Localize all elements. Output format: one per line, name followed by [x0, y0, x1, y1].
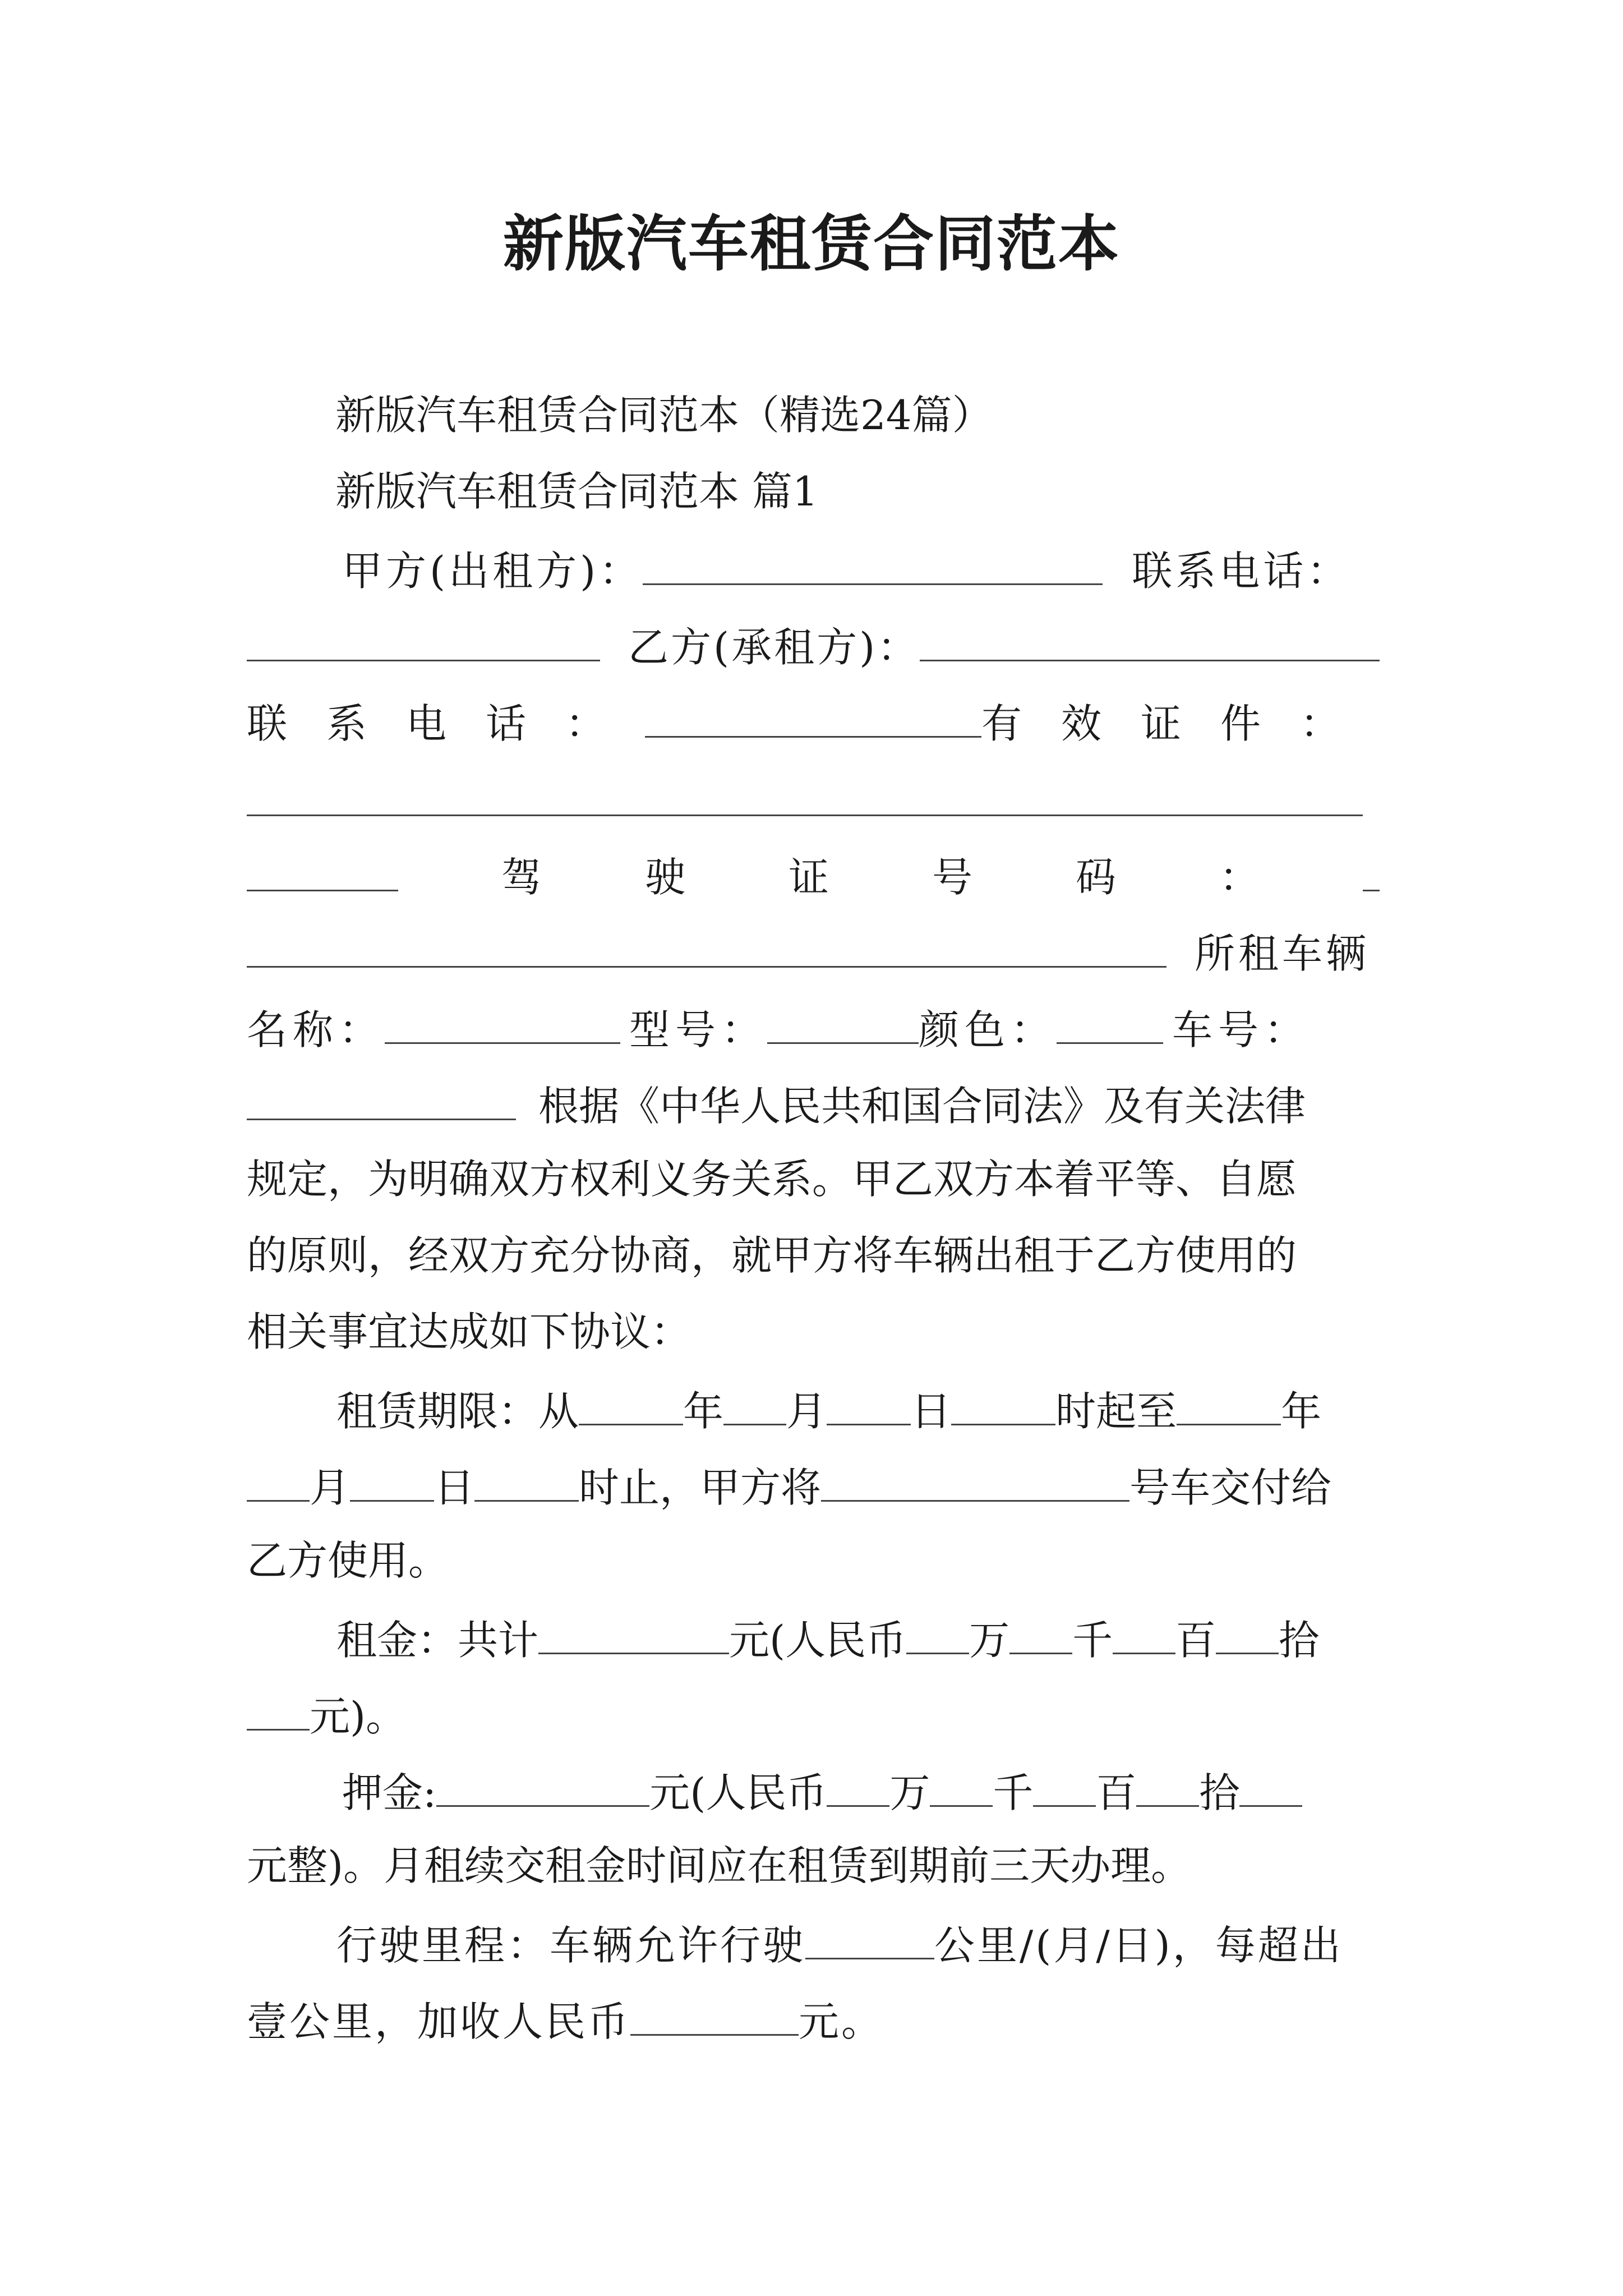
start-hour-field[interactable] — [951, 1380, 1055, 1425]
document-title: 新版汽车租赁合同范本 — [502, 209, 1120, 279]
basis-text-1: 根据《中华人民共和国合同法》及有关法律 — [538, 1083, 1306, 1130]
basis-line-2: 规定，为明确双方权利义务关系。甲乙双方本着平等、自愿 — [247, 1156, 1297, 1203]
basis-line-3: 的原则，经双方充分协商，就甲方将车辆出租于乙方使用的 — [247, 1232, 1297, 1279]
vehicle-color-field[interactable] — [1057, 999, 1163, 1044]
deposit-line-2: 元整)。月租续交租金时间应在租赁到期前三天办理。 — [247, 1842, 1192, 1889]
vehicle-plate-label: 车号： — [1172, 1006, 1311, 1053]
vehicle-plate-field[interactable] — [247, 1075, 516, 1120]
term-hour-from: 时起至 — [1055, 1388, 1177, 1435]
term-month-2: 月 — [310, 1464, 351, 1511]
vehicle-model-label: 型号： — [629, 1006, 768, 1053]
contact-line — [247, 692, 1380, 752]
term-line-1 — [336, 1380, 1321, 1439]
deposit-label: 押金: — [342, 1769, 437, 1816]
id-document-field[interactable] — [247, 815, 1363, 816]
party-b-label: 乙方(承租方)： — [628, 624, 920, 671]
vehicle-lead-label: 所租车辆 — [1195, 930, 1370, 977]
rent-wan-field[interactable] — [906, 1609, 969, 1654]
term-label: 租赁期限：从 — [336, 1388, 579, 1435]
handover-plate-field[interactable] — [821, 1456, 1129, 1502]
term-year-1: 年 — [683, 1388, 724, 1435]
mileage-surcharge-field[interactable] — [630, 1990, 799, 2036]
license-char-4: 号 — [932, 854, 972, 901]
deposit-yuan-field[interactable] — [1239, 1761, 1302, 1807]
rent-shi: 拾 — [1279, 1617, 1320, 1664]
rent-bai-field[interactable] — [1113, 1609, 1175, 1654]
vehicle-color-label: 颜色： — [919, 1006, 1057, 1053]
start-day-field[interactable] — [827, 1380, 911, 1425]
deposit-amount-field[interactable] — [436, 1761, 649, 1807]
party-b-phone-field[interactable] — [645, 692, 981, 738]
deposit-wan-field[interactable] — [827, 1761, 889, 1807]
id-document-label: 有效证件： — [981, 700, 1380, 747]
rent-qian: 千 — [1072, 1617, 1113, 1664]
term-month-1: 月 — [786, 1388, 827, 1435]
mileage-line-1 — [336, 1914, 1343, 1973]
end-day-field[interactable] — [350, 1456, 434, 1502]
deposit-shi-field[interactable] — [1136, 1761, 1199, 1807]
term-day-1: 日 — [911, 1388, 952, 1435]
vehicle-detail-line — [247, 999, 1310, 1058]
rent-shi-field[interactable] — [1216, 1609, 1279, 1654]
basis-line-1 — [247, 1075, 1306, 1134]
party-b-phone-label: 联系电话： — [247, 700, 645, 747]
rent-end: 元)。 — [310, 1693, 407, 1740]
license-char-1: 驾 — [501, 854, 542, 901]
term-plate-suffix: 号车交付给 — [1129, 1464, 1332, 1511]
party-a-name-field[interactable] — [643, 540, 1103, 585]
license-prefix-field[interactable] — [247, 846, 398, 891]
rent-bai: 百 — [1175, 1617, 1216, 1664]
license-line — [247, 846, 1380, 905]
deposit-bai: 百 — [1096, 1769, 1137, 1816]
deposit-qian-field[interactable] — [930, 1761, 993, 1807]
start-year-field[interactable] — [579, 1380, 683, 1425]
vehicle-lead-line — [247, 922, 1370, 982]
vehicle-name-label: 名称： — [247, 1006, 385, 1053]
term-year-2: 年 — [1281, 1388, 1322, 1435]
subtitle: 新版汽车租赁合同范本（精选24篇） — [335, 392, 993, 439]
deposit-rmb-label: 元(人民币 — [649, 1769, 827, 1816]
term-line-2 — [247, 1456, 1331, 1516]
party-b-name-field[interactable] — [920, 616, 1380, 661]
start-month-field[interactable] — [723, 1380, 786, 1425]
rent-label: 租金：共计 — [336, 1617, 539, 1664]
deposit-wan: 万 — [889, 1769, 930, 1816]
end-year-field[interactable] — [1177, 1380, 1281, 1425]
rent-yuan-field[interactable] — [247, 1685, 310, 1731]
deposit-line-1 — [342, 1761, 1302, 1821]
basis-line-4: 相关事宜达成如下协议： — [247, 1308, 691, 1355]
mileage-label: 行驶里程：车辆允许行驶 — [336, 1922, 806, 1969]
mileage-surcharge-label: 壹公里，加收人民币 — [247, 1998, 631, 2045]
party-a-phone-field[interactable] — [247, 616, 600, 661]
term-line-3: 乙方使用。 — [247, 1537, 449, 1584]
party-a-line — [342, 540, 1350, 599]
term-hour-to: 时止，甲方将 — [579, 1464, 822, 1511]
vehicle-model-field[interactable] — [767, 999, 919, 1044]
party-a-phone-label: 联系电话： — [1132, 547, 1351, 595]
mileage-unit: 公里/(月/日)，每超出 — [934, 1922, 1343, 1969]
rent-rmb-label: 元(人民币 — [729, 1617, 907, 1664]
rent-line-1 — [336, 1609, 1319, 1668]
rent-amount-field[interactable] — [538, 1609, 729, 1654]
rent-wan: 万 — [969, 1617, 1010, 1664]
end-month-field[interactable] — [247, 1456, 310, 1502]
party-b-line — [247, 616, 1380, 675]
rent-qian-field[interactable] — [1009, 1609, 1072, 1654]
deposit-qian: 千 — [993, 1769, 1034, 1816]
license-char-5: 码 — [1075, 854, 1116, 901]
section-heading: 新版汽车租赁合同范本 篇1 — [335, 468, 818, 515]
party-a-label: 甲方(出租方)： — [342, 547, 643, 595]
license-tail-field[interactable] — [1363, 846, 1380, 891]
license-number-field[interactable] — [247, 922, 1166, 968]
deposit-bai-field[interactable] — [1033, 1761, 1096, 1807]
rent-line-2 — [247, 1685, 406, 1745]
license-char-3: 证 — [788, 854, 829, 901]
deposit-shi: 拾 — [1199, 1769, 1240, 1816]
vehicle-name-field[interactable] — [385, 999, 620, 1044]
mileage-line-2 — [247, 1990, 884, 2050]
license-char-2: 驶 — [644, 854, 685, 901]
mileage-surcharge-unit: 元。 — [799, 1998, 884, 2045]
term-day-2: 日 — [434, 1464, 475, 1511]
license-char-6: ： — [1219, 854, 1260, 901]
mileage-limit-field[interactable] — [805, 1914, 934, 1959]
end-hour-field[interactable] — [474, 1456, 579, 1502]
